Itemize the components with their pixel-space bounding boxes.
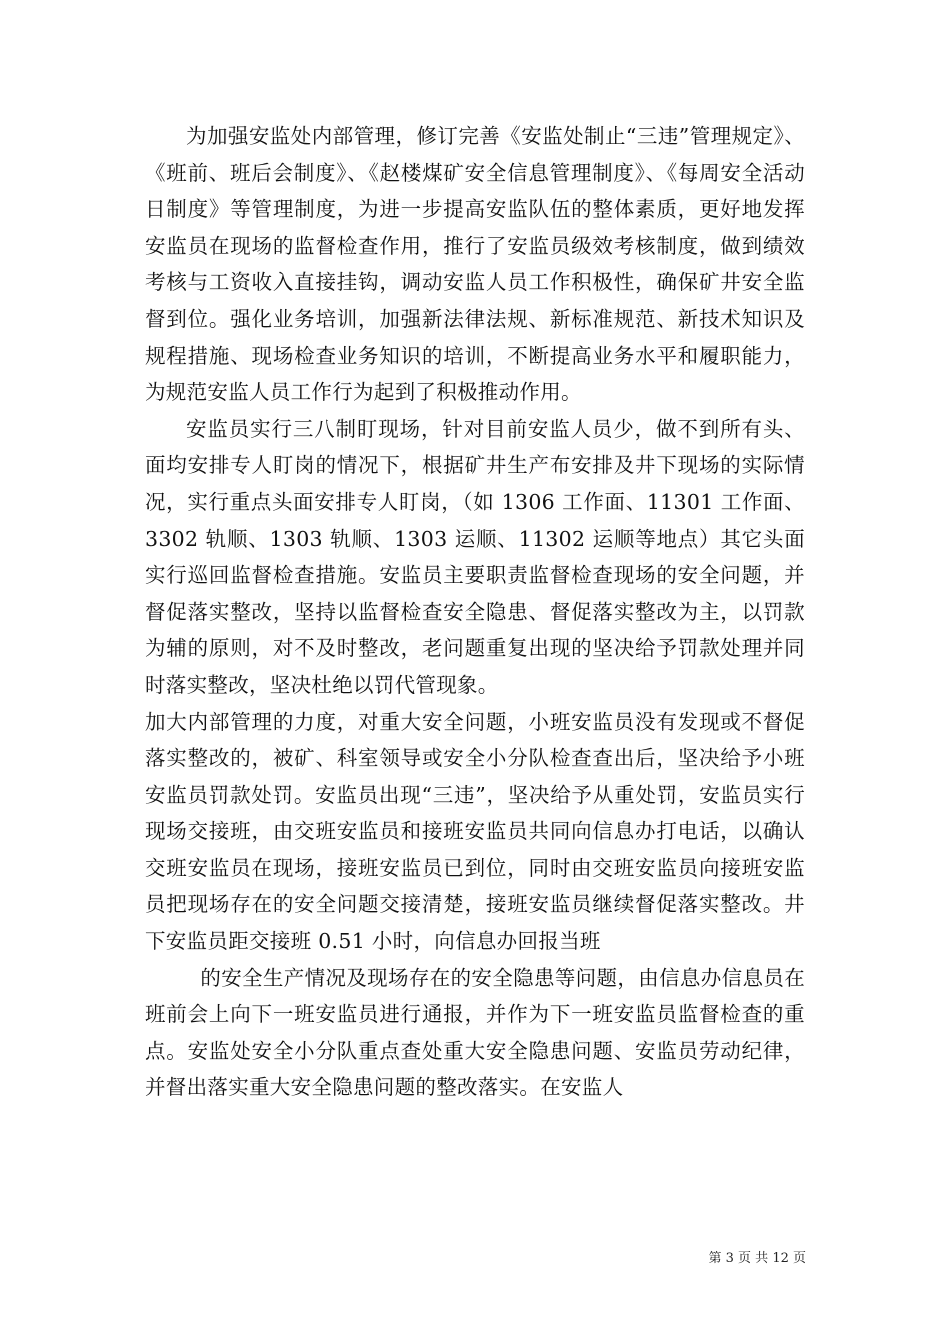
paragraph-internal-management: 加大内部管理的力度，对重大安全问题，小班安监员没有发现或不督促落实整改的，被矿、科室领导或安全小分队检查查出后，坚决给予小班安监员罚款处罚。安监员出现“三违”，坚决给予从重处罚，安监员实行现场交接班，由交班安监员和接班安监员共同向信息办打电话，以确认交班安监员在现场，接班安监员已到位，同时由交班安监员向接班安监员把现场存在的安全问题交接清楚，接班安监员继续督促落实整改。井下安监员距交接班 0.51 小时，向信息办回报当班 [145, 709, 805, 954]
paragraph-shift-supervision: 安监员实行三八制盯现场，针对目前安监人员少，做不到所有头、面均安排专人盯岗的情况下，根据矿井生产布安排及井下现场的实际情况，实行重点头面安排专人盯岗，（如 1306 工作面、11301 工作面、3302 轨顺、1303 轨顺、1303 运顺、11302 运顺等地点）其它头面实行巡回监督检查措施。安监员主要职责监督检查现场的安全问题，并督促落实整改，坚持以监督检查安全隐患、督促落实整改为主，以罚款为辅的原则，对不及时整改，老问题重复出现的坚决给予罚款处理并同时落实整改，坚决杜绝以罚代管现象。 [145, 416, 805, 697]
paragraph-safety-report: 的安全生产情况及现场存在的安全隐患等问题，由信息办信息员在班前会上向下一班安监员进行通报，并作为下一班安监员监督检查的重点。安监处安全小分队重点查处重大安全隐患问题、安监员劳动纪律，并督出落实重大安全隐患问题的整改落实。在安监人 [145, 965, 805, 1100]
page-number-footer: 第 3 页 共 12 页 [708, 1251, 806, 1266]
document-body [145, 118, 805, 1106]
paragraph-management: 为加强安监处内部管理，修订完善《安监处制止“三违”管理规定》、《班前、班后会制度》、《赵楼煤矿安全信息管理制度》、《每周安全活动日制度》等管理制度，为进一步提高安监队伍的整体素质，更好地发挥安监员在现场的监督检查作用，推行了安监员级效考核制度，做到绩效考核与工资收入直接挂钩，调动安监人员工作积极性，确保矿井安全监督到位。强化业务培训，加强新法律法规、新标准规范、新技术知识及规程措施、现场检查业务知识的培训，不断提高业务水平和履职能力，为规范安监人员工作行为起到了积极推动作用。 [145, 124, 805, 405]
